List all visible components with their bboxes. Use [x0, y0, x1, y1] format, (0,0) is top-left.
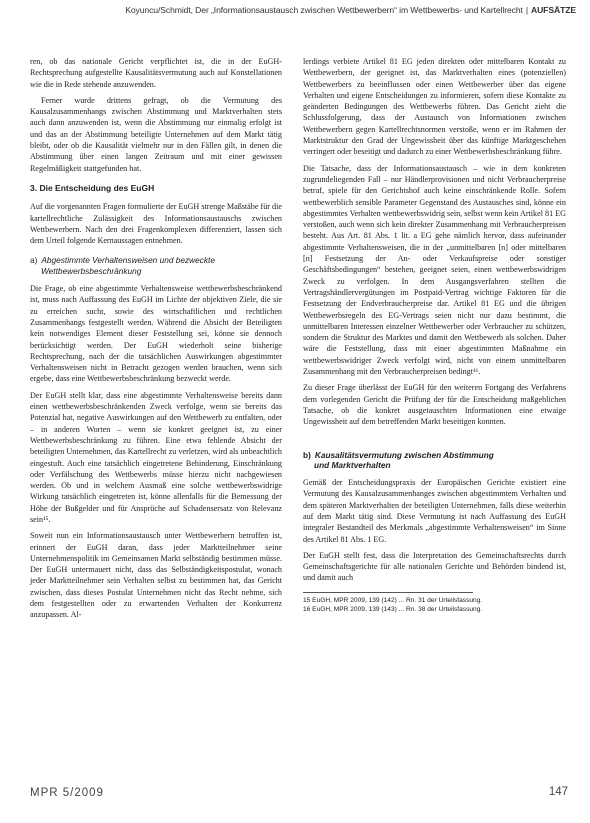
paragraph: Gemäß der Entscheidungspraxis der Europäischen Gerichte existiert eine Vermutung des Kausalzusammenhanges zwischen abgestimmtem Verhalten und dem späteren Marktverhalten der beteiligten Unternehmen, falls diese weiterhin auf dem Markt tätig sind. Diese Vermutung ist nach Auffassung des EuGH integraler Bestandteil des Merkmals „abgestimmte Verhaltensweisen“ im Sinne des Artikel 81 Abs. 1 EG. — [303, 478, 566, 544]
paragraph: Auf die vorgenannten Fragen formulierte der EuGH strenge Maßstäbe für die kartellrechtliche Zulässigkeit des Informationsaustauschs zwischen Wettbewerbern. Nach den drei Fragenkomplexen differenziert, lassen sich dem Urteil folgende Kernaussagen entnehmen. — [30, 202, 282, 246]
journal-issue: MPR 5/2009 — [30, 787, 104, 799]
paragraph: Zu dieser Frage überlässt der EuGH für den weiteren Fortgang des Verfahrens dem vorlegenden Gericht die Prüfung der für die Entscheidung maßgeblichen Tatsache, ob die konkret ausgetauschten Informationen eine etwaige Ungewissheit auf dem betreffenden Markt beseitigen konnten. — [303, 383, 566, 427]
subsection-title-line1: Kausalitätsvermutung zwischen Abstimmung — [314, 449, 494, 460]
paragraph: Der EuGH stellt klar, dass eine abgestimmte Verhaltensweise bereits dann einen wettbewerbsbeschränkenden Zweck verfolge, wenn sie bereits das Potenzial hat, negative Auswirkungen auf den Wettbewerb zu entfalten, oder – in anderen Worten – wenn sie konkret geeignet ist, zu einer Wettbewerbsbeschränkung zu führen. Eine etwa fehlende Absicht der beteiligten Unternehmen, das Kartellrecht zu verletzen, wird als unbeachtlich eingestuft. Auch eine tatsächlich eingetretene Behinderung, Einschränkung oder Verfälschung des Wettbewerbs müsse hierzu nicht nachgewiesen werden. Ob und in welchem Ausmaß eine solche wettbewerbswidrige Wirkung tatsächlich eingetreten ist, könne allenfalls für die Bemessung der Höhe der Bußgelder und für Ansprüche auf Schadensersatz von Relevanz sein¹⁵. — [30, 390, 282, 524]
paragraph: ren, ob das nationale Gericht verpflichtet ist, die in der EuGH-Rechtsprechung aufgestellte Kausalitätsvermutung auch auf Konstellationen wie die in Rede stehende anzuwenden. — [30, 57, 282, 89]
subsection-number: b) — [303, 449, 311, 460]
left-column — [30, 56, 282, 778]
footnote: 15 EuGH, MPR 2009, 139 (142) ... Rn. 31 der Urteilsfassung. — [303, 596, 483, 604]
paragraph: Die Frage, ob eine abgestimmte Verhaltensweise wettbewerbsbeschränkend ist, muss nach Auffassung des EuGH im Lichte der objektiven Ziele, die sie zu erreichen sucht, sowie des wirtschaftlichen und rechtlichen Zusammenhangs festgestellt werden. Während die Absicht der Beteiligten kein notwendiges Element dieser Feststellung sei, könne sie dennoch berücksichtigt werden. Der EuGH wiederholt seine bisherige Rechtsprechung, nach der die tatsächlichen Auswirkungen abgestimmter Verhaltensweisen nicht in Betracht gezogen werden brauchen, wenn sich ergebe, dass eine Wettbewerbsbeschränkung bezweckt werde. — [30, 284, 282, 384]
subsection-heading-a — [30, 255, 282, 277]
header-separator: | — [525, 5, 528, 15]
paragraph: lerdings verbiete Artikel 81 EG jeden direkten oder mittelbaren Kontakt zu Wettbewerbern, der geeignet ist, das Marktverhalten eines (potenziellen) Wettbewerbers zu beeinflussen oder einen Wettbewerber über das eigene Verhalten und eigene Entscheidungen zu informieren, sofern diese Kontakte zu geänderten Bedingungen des Wettbewerbs führen. Das Gericht zieht die Schlussfolgerung, dass der Austausch von Informationen zwischen Wettbewerbern gegen Kartellrechtsnormen verstoße, wenn er im Rahmen der Marktstruktur den Grad der Ungewissheit über das künftige Marktgeschehen verringert oder beseitigt und dadurch zu einer Wettbewerbsbeschränkung führe. — [303, 57, 566, 157]
subsection-title-line1: Abgestimmte Verhaltensweisen und bezweckte — [41, 255, 215, 266]
subsection-title-line2: Wettbewerbsbeschränkung — [41, 266, 142, 277]
section-heading: 3. Die Entscheidung des EuGH — [30, 182, 155, 193]
paragraph: Die Tatsache, dass der Informationsaustausch – wie in dem konkreten zugrundeliegenden Fall – nur Händlerprovisionen und nicht Verbraucherpreise betraf, spiele für den Gerichtshof auch keine einschränkende Rolle. Sofern wettbewerblich sensible Parameter Gegenstand des Austausches sind, könne ein abgestimmtes Verhalten wettbewerbswidrig sein, selbst wenn kein Artikel 81 EG verstoßen, auch wenn sich kein direkter Zusammenhang mit Verbraucherpreisen besteht. Aus Art. 81 Abs. 1 lit. a EG gehe nämlich hervor, dass aufeinander abgestimmte Verhaltensweisen, die in der „unmittelbaren [n] oder mittelbaren [n] Festsetzung der An- oder Verkaufspreise oder sonstiger Geschäftsbedingungen“ bestehen, geeignet seien, einen wettbewerbswidrigen Zweck zu verfolgen. In dem Ausgangsverfahren stellten die Vertragshändlervergütungen im Postpaid-Vertrag wichtige Faktoren für die Festsetzung der Endverbraucherpreise dar. Artikel 81 EG und die übrigen Wettbewerbsregeln des EG-Vertrags seien nicht nur dazu bestimmt, die unmittelbaren Interessen einzelner Wettbewerber oder Verbraucher zu schützen, sondern die Struktur des Marktes und damit den Wettbewerb als solchen. Daher wäre die Feststellung, dass mit einer abgestimmten Maßnahme ein wettbewerbswidriger Zweck verfolgt wird, nicht von einem unmittelbaren Zusammenhang mit den Verbraucherpreisen bedingt¹⁶. — [303, 163, 566, 377]
header-authors-title: Koyuncu/Schmidt, Der „Informationsaustausch zwischen Wettbewerbern“ im Wettbewerbs- und Kartellrecht — [125, 5, 523, 15]
spacer — [303, 433, 566, 441]
header-section: AUFSÄTZE — [530, 5, 576, 15]
right-column — [303, 56, 566, 778]
subsection-number: a) — [30, 255, 38, 266]
subsection-heading-b — [303, 450, 566, 472]
paragraph: Soweit nun ein Informationsaustausch unter Wettbewerbern betroffen ist, erinnert der EuGH daran, dass jeder Marktteilnehmer seine Unternehmenspolitik im Gemeinsamen Markt selbständig bestimmen müsse. Der EuGH untermauert nicht, dass das Selbständigkeitspostulat, wonach jeder Marktteilnehmer sein Verhalten selbst zu bestimmen hat, das Gericht zwischen, dass dieses Postulat Unternehmen nicht das Recht nehme, sich dem festgestellten oder zu erwartenden Verhalten der Konkurrenz anzupassen. Al- — [30, 531, 282, 620]
paragraph: Ferner wurde drittens gefragt, ob die Vermutung des Kausalzusammenhangs zwischen Abstimmung und Marktverhalten stets auch dann anzuwenden ist, wenn die Abstimmung nur einmalig erfolgt ist und das an der Abstimmung beteiligte Unternehmen auf dem Markt tätig bleibt, oder ob die Kausalität vielmehr nur in den Fällen gilt, in denen die Abstimmung über einen langen Zeitraum und mit einer gewissen Regelmäßigkeit stattgefunden hat. — [30, 95, 282, 173]
subsection-title-line2: und Marktverhalten — [314, 460, 391, 471]
paragraph: Der EuGH stellt fest, dass die Interpretation des Gemeinschaftsrechts durch Gemeinschaftsgerichte für alle nationalen Gerichte und Behörden bindend ist, und damit auch — [303, 550, 566, 583]
footnotes — [303, 592, 483, 614]
footnote: 16 EuGH, MPR 2009, 139 (143) ... Rn. 38 der Urteilsfassung. — [303, 605, 483, 613]
running-header — [30, 5, 576, 15]
page-number: 147 — [548, 786, 568, 798]
